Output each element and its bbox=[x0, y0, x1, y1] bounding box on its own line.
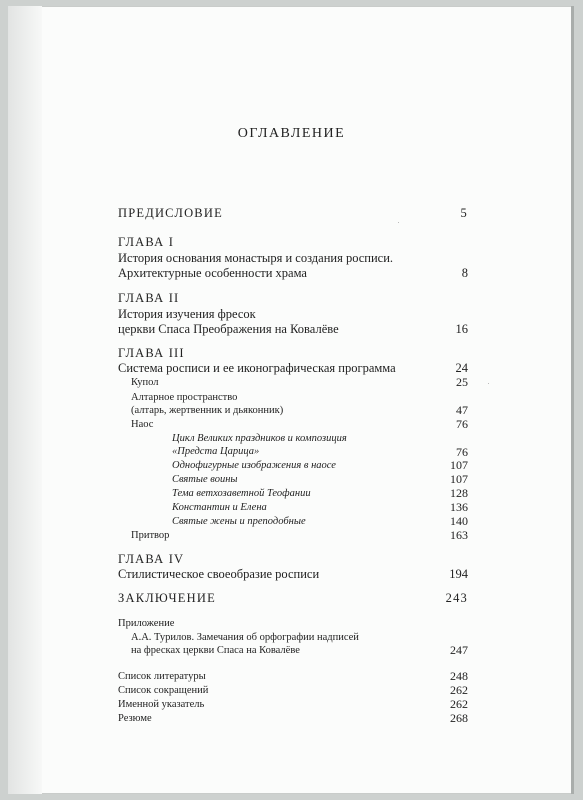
toc-entry-label: Купол bbox=[131, 377, 159, 388]
toc-page-number: 47 bbox=[456, 403, 468, 417]
naos-item-4 bbox=[118, 487, 468, 500]
scan-speck bbox=[488, 383, 489, 384]
toc-page-number: 248 bbox=[450, 669, 468, 683]
toc-entry-label: Святые жены и преподобные bbox=[172, 516, 306, 527]
toc-page-number: 76 bbox=[456, 445, 468, 459]
toc-entry-label: «Предста Царица» bbox=[172, 446, 260, 457]
toc-entry-label: Притвор bbox=[131, 530, 170, 541]
toc-page-number: 24 bbox=[455, 361, 468, 375]
toc-entry-label: Резюме bbox=[118, 713, 152, 724]
toc-page-number: 76 bbox=[456, 417, 468, 431]
naos-item-1-line-1 bbox=[118, 432, 468, 445]
toc-entry-label: А.А. Турилов. Замечания об орфографии надписей bbox=[131, 632, 359, 643]
toc-page-number: 5 bbox=[460, 206, 468, 220]
toc-page-number: 16 bbox=[455, 322, 468, 336]
toc-entry-label: Святые воины bbox=[172, 474, 238, 485]
chapter-label: ГЛАВА I bbox=[118, 235, 175, 249]
toc-page-number: 136 bbox=[450, 500, 468, 514]
toc-page-number: 262 bbox=[450, 697, 468, 711]
toc-entry-label: История изучения фресок bbox=[118, 307, 256, 321]
back-matter-item bbox=[118, 670, 468, 683]
toc-page-number: 262 bbox=[450, 683, 468, 697]
naos-item-3 bbox=[118, 473, 468, 486]
chapter-label: ГЛАВА III bbox=[118, 346, 185, 360]
chapter-1-title-line-2 bbox=[118, 266, 468, 281]
naos-item-2 bbox=[118, 459, 468, 472]
toc-entry-label: Список литературы bbox=[118, 671, 206, 682]
toc-entry-preface bbox=[118, 206, 468, 221]
chapter-4-label bbox=[118, 552, 468, 567]
chapter-2-title-line-1 bbox=[118, 307, 468, 322]
toc-page-number: 128 bbox=[450, 486, 468, 500]
toc-page-number: 194 bbox=[449, 567, 468, 581]
toc-page-number: 107 bbox=[450, 458, 468, 472]
chapter-3-title bbox=[118, 361, 468, 376]
toc-page-number: 107 bbox=[450, 472, 468, 486]
appendix-line-2 bbox=[118, 644, 468, 657]
toc-page-number: 8 bbox=[461, 266, 468, 280]
back-matter-item bbox=[118, 712, 468, 725]
section-altar-line-1 bbox=[118, 391, 468, 404]
toc-entry-label: (алтарь, жертвенник и дьяконник) bbox=[131, 405, 284, 416]
naos-item-1-page bbox=[118, 445, 468, 458]
chapter-2-title-line-2 bbox=[118, 322, 468, 337]
toc-entry-label: на фресках церкви Спаса на Ковалёве bbox=[131, 645, 300, 656]
toc-entry-label: Тема ветхозаветной Теофании bbox=[172, 488, 311, 499]
toc-entry-label: Стилистическое своеобразие росписи bbox=[118, 567, 320, 581]
toc-page-number: 163 bbox=[450, 528, 468, 542]
toc-entry-label: ПРЕДИСЛОВИЕ bbox=[118, 206, 223, 220]
section-altar-line-2 bbox=[118, 404, 468, 417]
toc-entry-label: Константин и Елена bbox=[172, 502, 267, 513]
toc-entry-label: Цикл Великих праздников и композиция bbox=[172, 433, 347, 444]
toc-page-number: 247 bbox=[450, 643, 468, 657]
back-matter-item bbox=[118, 698, 468, 711]
appendix-line-1 bbox=[118, 631, 468, 644]
chapter-4-title bbox=[118, 567, 468, 582]
toc-entry-conclusion bbox=[118, 591, 468, 606]
section-pritvor bbox=[118, 529, 468, 542]
naos-item-5 bbox=[118, 501, 468, 514]
toc-entry-label: История основания монастыря и создания росписи. bbox=[118, 251, 394, 265]
toc-entry-label: Наос bbox=[131, 419, 154, 430]
toc-entry-label: церкви Спаса Преображения на Ковалёве bbox=[118, 322, 339, 336]
toc-entry-label: Именной указатель bbox=[118, 699, 205, 710]
toc-entry-label: Система росписи и ее иконографическая программа bbox=[118, 361, 396, 375]
toc-entry-label: Архитектурные особенности храма bbox=[118, 266, 307, 280]
chapter-1-title-line-1 bbox=[118, 251, 468, 266]
toc-page-number: 140 bbox=[450, 514, 468, 528]
section-kupol bbox=[118, 376, 468, 389]
chapter-2-label bbox=[118, 291, 468, 306]
section-naos bbox=[118, 418, 468, 431]
page-right-edge bbox=[571, 6, 574, 794]
chapter-3-label bbox=[118, 346, 468, 361]
toc-page-number: 243 bbox=[445, 591, 468, 605]
chapter-1-label bbox=[118, 235, 468, 250]
naos-item-6 bbox=[118, 515, 468, 528]
page-title: ОГЛАВЛЕНИЕ bbox=[237, 126, 346, 141]
toc-entry-label: Однофигурные изображения в наосе bbox=[172, 460, 336, 471]
appendix-label bbox=[118, 617, 468, 630]
toc-entry-label: ЗАКЛЮЧЕНИЕ bbox=[118, 591, 216, 605]
chapter-label: ГЛАВА IV bbox=[118, 552, 185, 566]
toc-entry-label: Приложение bbox=[118, 618, 175, 629]
scan-speck bbox=[398, 222, 399, 223]
chapter-label: ГЛАВА II bbox=[118, 291, 180, 305]
toc-entry-label: Алтарное пространство bbox=[131, 392, 238, 403]
page-spine-shadow bbox=[8, 6, 42, 794]
toc-page-number: 25 bbox=[456, 375, 468, 389]
back-matter-item bbox=[118, 684, 468, 697]
toc-entry-label: Список сокращений bbox=[118, 685, 209, 696]
toc-page-number: 268 bbox=[450, 711, 468, 725]
